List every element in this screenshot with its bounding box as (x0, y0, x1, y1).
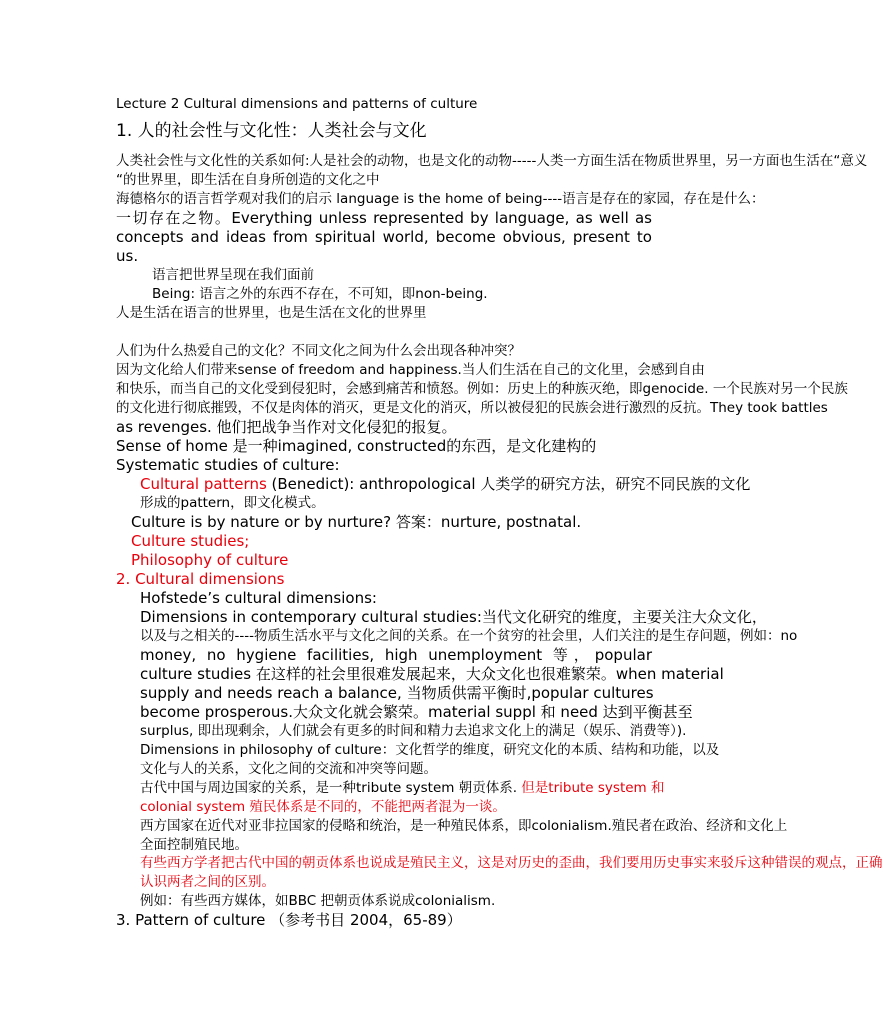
phil-line-1: Dimensions in philosophy of culture：文化哲学的维度，研究文化的本质、结构和功能，以及 (140, 742, 720, 758)
tribute-red-text: 但是tribute system 和 (517, 780, 665, 796)
dims-line-2: 以及与之相关的----物质生活水平与文化之间的关系。在一个贫穷的社会里，人们关注的是生存问题，例如：no (140, 628, 798, 644)
para-4: Being: 语言之外的东西不存在，不可知，即non-being. (152, 286, 488, 302)
para-1-line-2: “的世界里，即生活在自身所创造的文化之中 (116, 172, 380, 188)
cultural-patterns-label: Cultural patterns (140, 475, 267, 493)
cultural-patterns-text: (Benedict): anthropological 人类学的研究方法，研究不同民族的文化 (266, 475, 751, 493)
hofstede-line: Hofstede’s cultural dimensions: (140, 589, 377, 607)
tribute-line-2: colonial system 殖民体系是不同的，不能把两者混为一谈。 (140, 799, 506, 815)
para-7-line-4: as revenges. 他们把战争当作对文化侵犯的报复。 (116, 418, 457, 436)
para-1-line-1: 人类社会性与文化性的关系如何:人是社会的动物，也是文化的动物-----人类一方面生活在物质世界里，另一方面也生活在“意义 (116, 153, 868, 169)
para-9: Systematic studies of culture: (116, 456, 340, 474)
nature-nurture-line: Culture is by nature or by nurture? 答案：nurture, postnatal. (131, 513, 582, 531)
colonial-line-2: 全面控制殖民地。 (140, 837, 248, 853)
para-7-line-2: 和快乐，而当自己的文化受到侵犯时，会感到痛苦和愤怒。例如：历史上的种族灭绝，即genocide. 一个民族对另一个民族 (116, 381, 848, 397)
tribute-text: 古代中国与周边国家的关系，是一种tribute system 朝贡体系. (140, 780, 517, 796)
para-5: 人是生活在语言的世界里，也是生活在文化的世界里 (116, 305, 427, 321)
dims-line-7: surplus, 即出现剩余，人们就会有更多的时间和精力去追求文化上的满足（娱乐、消费等）). (140, 723, 687, 739)
lecture-title: Lecture 2 Cultural dimensions and patterns of culture (116, 96, 478, 112)
red-para-line-2: 认识两者之间的区别。 (140, 874, 275, 890)
para-3: 语言把世界呈现在我们面前 (152, 267, 314, 283)
phil-line-2: 文化与人的关系，文化之间的交流和冲突等问题。 (140, 761, 437, 777)
section-3-heading: 3. Pattern of culture （参考书目 2004，65-89） (116, 911, 462, 929)
philosophy-of-culture-item: Philosophy of culture (131, 551, 289, 569)
section-1-heading: 1. 人的社会性与文化性：人类社会与文化 (116, 121, 427, 141)
tribute-line-1 (140, 779, 665, 798)
section-2-heading: 2. Cultural dimensions (116, 570, 285, 588)
cultural-patterns-line-2: 形成的pattern，即文化模式。 (140, 495, 325, 511)
para-7-line-1: 因为文化给人们带来sense of freedom and happiness.当人们生活在自己的文化里，会感到自由 (116, 362, 705, 378)
para-2-line-4: us. (116, 247, 139, 265)
para-2-line-3: concepts and ideas from spiritual world, become obvious, present to (116, 228, 652, 246)
para-7-line-3: 的文化进行彻底摧毁，不仅是肉体的消灭，更是文化的消灭，所以被侵犯的民族会进行激烈的反抗。They took battles (116, 400, 828, 416)
cultural-patterns-line-1 (140, 475, 751, 494)
dims-line-3: money, no hygiene facilities, high unemployment 等，popular (140, 646, 652, 664)
dims-line-6: become prosperous.大众文化就会繁荣。material suppl 和 need 达到平衡甚至 (140, 703, 693, 721)
colonial-line-1: 西方国家在近代对亚非拉国家的侵略和统治，是一种殖民体系，即colonialism.殖民者在政治、经济和文化上 (140, 818, 788, 834)
dims-line-4: culture studies 在这样的社会里很难发展起来，大众文化也很难繁荣。when material (140, 665, 724, 683)
dims-line-5: supply and needs reach a balance, 当物质供需平衡时,popular cultures (140, 684, 654, 702)
culture-studies-item: Culture studies; (131, 532, 250, 550)
bbc-line: 例如：有些西方媒体，如BBC 把朝贡体系说成colonialism. (140, 893, 496, 909)
para-6: 人们为什么热爱自己的文化？不同文化之间为什么会出现各种冲突？ (116, 343, 521, 359)
dims-line-1: Dimensions in contemporary cultural studies:当代文化研究的维度，主要关注大众文化， (140, 608, 767, 626)
para-2-line-1: 海德格尔的语言哲学观对我们的启示 language is the home of being----语言是存在的家园，存在是什么： (116, 191, 765, 207)
red-para-line-1: 有些西方学者把古代中国的朝贡体系也说成是殖民主义，这是对历史的歪曲，我们要用历史事实来驳斥这种错误的观点，正确 (140, 855, 883, 871)
para-2-line-2: 一切存在之物。Everything unless represented by language, as well as (116, 209, 652, 227)
para-8: Sense of home 是一种imagined, constructed的东西，是文化建构的 (116, 437, 597, 455)
